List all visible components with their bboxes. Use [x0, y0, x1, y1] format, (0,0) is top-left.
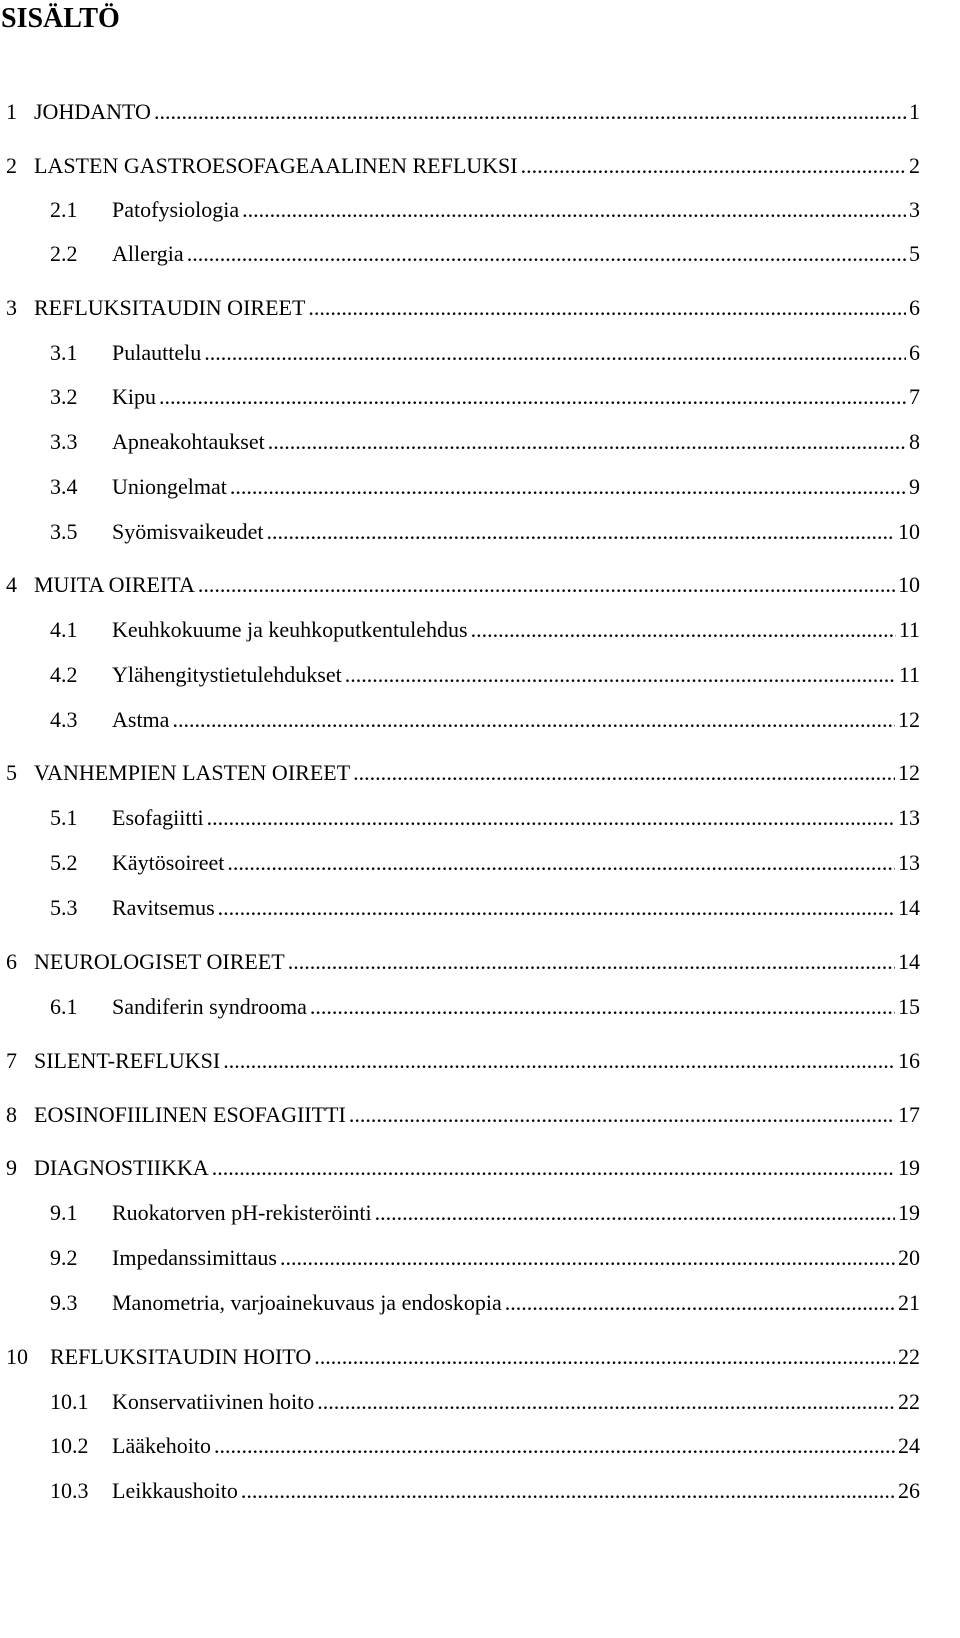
toc-entry[interactable]: [0, 612, 920, 644]
dot-leader: [267, 518, 895, 546]
toc-entry-title: DIAGNOSTIIKKA: [34, 1155, 209, 1180]
dot-leader: [268, 428, 906, 456]
toc-entry-number: 2: [6, 153, 17, 178]
dot-leader: [308, 294, 906, 322]
toc-entry-page-number: 14: [898, 895, 920, 920]
toc-entry-page-number: 17: [898, 1102, 920, 1127]
toc-entry-number: 9.2: [50, 1245, 78, 1270]
toc-entry-page-number: 13: [898, 805, 920, 830]
dot-leader: [214, 1432, 895, 1460]
toc-entry-number: 8: [6, 1102, 17, 1127]
toc-entry[interactable]: [0, 755, 920, 787]
toc-entry-page-number: 8: [909, 429, 920, 454]
dot-leader: [159, 383, 906, 411]
toc-entry[interactable]: [0, 800, 920, 832]
toc-entry[interactable]: [0, 1473, 920, 1505]
toc-entry-page-number: 20: [898, 1245, 920, 1270]
toc-entry-number: 9.3: [50, 1290, 78, 1315]
toc-entry-title: Lääkehoito: [112, 1433, 211, 1458]
toc-entry[interactable]: [0, 379, 920, 411]
toc-entry-page-number: 16: [898, 1048, 920, 1073]
toc-entry-page-number: 15: [898, 994, 920, 1019]
toc-entry-title: Sandiferin syndrooma: [112, 994, 307, 1019]
toc-entry-title: VANHEMPIEN LASTEN OIREET: [34, 760, 351, 785]
toc-entry[interactable]: [0, 1195, 920, 1227]
toc-entry-number: 10.1: [50, 1389, 89, 1414]
toc-entry[interactable]: [0, 335, 920, 367]
toc-entry-page-number: 5: [909, 241, 920, 266]
toc-entry[interactable]: [0, 290, 920, 322]
toc-entry-page-number: 11: [898, 617, 920, 642]
toc-entry-page-number: 10: [898, 572, 920, 597]
dot-leader: [198, 571, 895, 599]
toc-entry-title: REFLUKSITAUDIN OIREET: [34, 295, 306, 320]
dot-leader: [288, 948, 895, 976]
toc-entry-page-number: 10: [898, 519, 920, 544]
toc-entry[interactable]: [0, 1285, 920, 1317]
dot-leader: [242, 196, 906, 224]
dot-leader: [471, 616, 896, 644]
dot-leader: [317, 1388, 895, 1416]
toc-entry-title: Allergia: [112, 241, 184, 266]
toc-entry-title: Konservatiivinen hoito: [112, 1389, 315, 1414]
toc-entry-number: 10.3: [50, 1478, 89, 1503]
toc-entry-number: 4: [6, 572, 17, 597]
toc-entry[interactable]: [0, 1097, 920, 1129]
toc-entry-title: SILENT-REFLUKSI: [34, 1048, 221, 1073]
toc-entry-number: 9: [6, 1155, 17, 1180]
toc-entry-number: 6: [6, 949, 17, 974]
toc-entry-number: 3.5: [50, 519, 78, 544]
toc-entry-number: 2.1: [50, 197, 78, 222]
toc-entry-page-number: 22: [898, 1389, 920, 1414]
toc-entry[interactable]: [0, 944, 920, 976]
toc-entry-title: Keuhkokuume ja keuhkoputkentulehdus: [112, 617, 468, 642]
dot-leader: [505, 1289, 895, 1317]
toc-entry-page-number: 7: [909, 384, 920, 409]
dot-leader: [310, 993, 895, 1021]
toc-entry-title: Apneakohtaukset: [112, 429, 265, 454]
toc-entry-title: Uniongelmat: [112, 474, 227, 499]
toc-entry-page-number: 11: [898, 662, 920, 687]
toc-entry-title: Ravitsemus: [112, 895, 215, 920]
dot-leader: [227, 849, 895, 877]
dot-leader: [345, 661, 896, 689]
toc-entry-title: Impedanssimittaus: [112, 1245, 277, 1270]
toc-entry[interactable]: [0, 1150, 920, 1182]
toc-entry-page-number: 13: [898, 850, 920, 875]
toc-entry[interactable]: [0, 1339, 920, 1371]
dot-leader: [521, 152, 906, 180]
toc-entry-number: 3.2: [50, 384, 78, 409]
dot-leader: [353, 759, 895, 787]
toc-entry-page-number: 19: [898, 1155, 920, 1180]
toc-entry-page-number: 26: [898, 1478, 920, 1503]
toc-entry-page-number: 14: [898, 949, 920, 974]
toc-entry[interactable]: [0, 702, 920, 734]
toc-entry-number: 3.4: [50, 474, 78, 499]
dot-leader: [207, 804, 895, 832]
toc-entry[interactable]: [0, 424, 920, 456]
toc-entry[interactable]: [0, 989, 920, 1021]
dot-leader: [314, 1343, 895, 1371]
toc-entry[interactable]: [0, 890, 920, 922]
toc-entry-number: 10: [6, 1344, 28, 1369]
toc-entry-number: 6.1: [50, 994, 78, 1019]
toc-entry-title: MUITA OIREITA: [34, 572, 195, 597]
toc-entry-page-number: 22: [898, 1344, 920, 1369]
toc-entry-number: 4.2: [50, 662, 78, 687]
toc-entry[interactable]: [0, 148, 920, 180]
toc-entry[interactable]: [0, 469, 920, 501]
dot-leader: [280, 1244, 895, 1272]
toc-entry[interactable]: [0, 567, 920, 599]
dot-leader: [241, 1477, 895, 1505]
toc-entry-number: 4.3: [50, 707, 78, 732]
dot-leader: [349, 1101, 895, 1129]
toc-entry-title: Esofagiitti: [112, 805, 204, 830]
toc-entry-page-number: 6: [909, 295, 920, 320]
dot-leader: [223, 1047, 895, 1075]
toc-entry-title: JOHDANTO: [34, 99, 151, 124]
dot-leader: [375, 1199, 895, 1227]
toc-entry-title: Käytösoireet: [112, 850, 225, 875]
toc-entry-number: 7: [6, 1048, 17, 1073]
toc-entry[interactable]: [0, 94, 920, 126]
toc-entry-page-number: 3: [909, 197, 920, 222]
toc-entry-title: Leikkaushoito: [112, 1478, 238, 1503]
toc-entry-title: Syömisvaikeudet: [112, 519, 264, 544]
toc-entry[interactable]: [0, 192, 920, 224]
toc-entry-title: NEUROLOGISET OIREET: [34, 949, 285, 974]
toc-entry[interactable]: [0, 1384, 920, 1416]
toc-entry[interactable]: [0, 1428, 920, 1460]
dot-leader: [154, 98, 906, 126]
toc-entry[interactable]: [0, 1043, 920, 1075]
page-title: SISÄLTÖ: [1, 3, 120, 34]
toc-entry-page-number: 6: [909, 340, 920, 365]
toc-entry-number: 9.1: [50, 1200, 78, 1225]
toc-entry[interactable]: [0, 845, 920, 877]
toc-entry-number: 3.1: [50, 340, 78, 365]
toc-entry[interactable]: [0, 236, 920, 268]
toc-entry-page-number: 21: [898, 1290, 920, 1315]
toc-entry-title: Patofysiologia: [112, 197, 240, 222]
toc-entry-number: 3: [6, 295, 17, 320]
toc-entry-title: Manometria, varjoainekuvaus ja endoskopia: [112, 1290, 502, 1315]
toc-entry[interactable]: [0, 657, 920, 689]
toc-entry-number: 2.2: [50, 241, 78, 266]
toc-entry-number: 5.3: [50, 895, 78, 920]
dot-leader: [172, 706, 895, 734]
toc-entry-page-number: 12: [898, 707, 920, 732]
dot-leader: [218, 894, 895, 922]
toc-entry[interactable]: [0, 514, 920, 546]
toc-entry-number: 5.1: [50, 805, 78, 830]
toc-entry-page-number: 19: [898, 1200, 920, 1225]
toc-entry-number: 3.3: [50, 429, 78, 454]
toc-entry-number: 5.2: [50, 850, 78, 875]
toc-entry-page-number: 1: [909, 99, 920, 124]
toc-entry-page-number: 12: [898, 760, 920, 785]
dot-leader: [187, 240, 906, 268]
toc-entry-page-number: 24: [898, 1433, 920, 1458]
toc-entry-number: 1: [6, 99, 17, 124]
dot-leader: [204, 339, 906, 367]
toc-entry-title: Kipu: [112, 384, 156, 409]
toc-entry-title: Pulauttelu: [112, 340, 202, 365]
toc-entry-number: 10.2: [50, 1433, 89, 1458]
toc-entry-title: Ylähengitystietulehdukset: [112, 662, 342, 687]
toc-entry-title: LASTEN GASTROESOFAGEAALINEN REFLUKSI: [34, 153, 518, 178]
dot-leader: [230, 473, 906, 501]
toc-entry-title: Ruokatorven pH-rekisteröinti: [112, 1200, 372, 1225]
toc-entry-page-number: 9: [909, 474, 920, 499]
toc-entry-title: Astma: [112, 707, 170, 732]
dot-leader: [212, 1154, 895, 1182]
toc-entry[interactable]: [0, 1240, 920, 1272]
toc-entry-number: 4.1: [50, 617, 78, 642]
toc-entry-title: EOSINOFIILINEN ESOFAGIITTI: [34, 1102, 346, 1127]
toc-entry-title: REFLUKSITAUDIN HOITO: [50, 1344, 312, 1369]
toc-entry-page-number: 2: [909, 153, 920, 178]
toc-entry-number: 5: [6, 760, 17, 785]
